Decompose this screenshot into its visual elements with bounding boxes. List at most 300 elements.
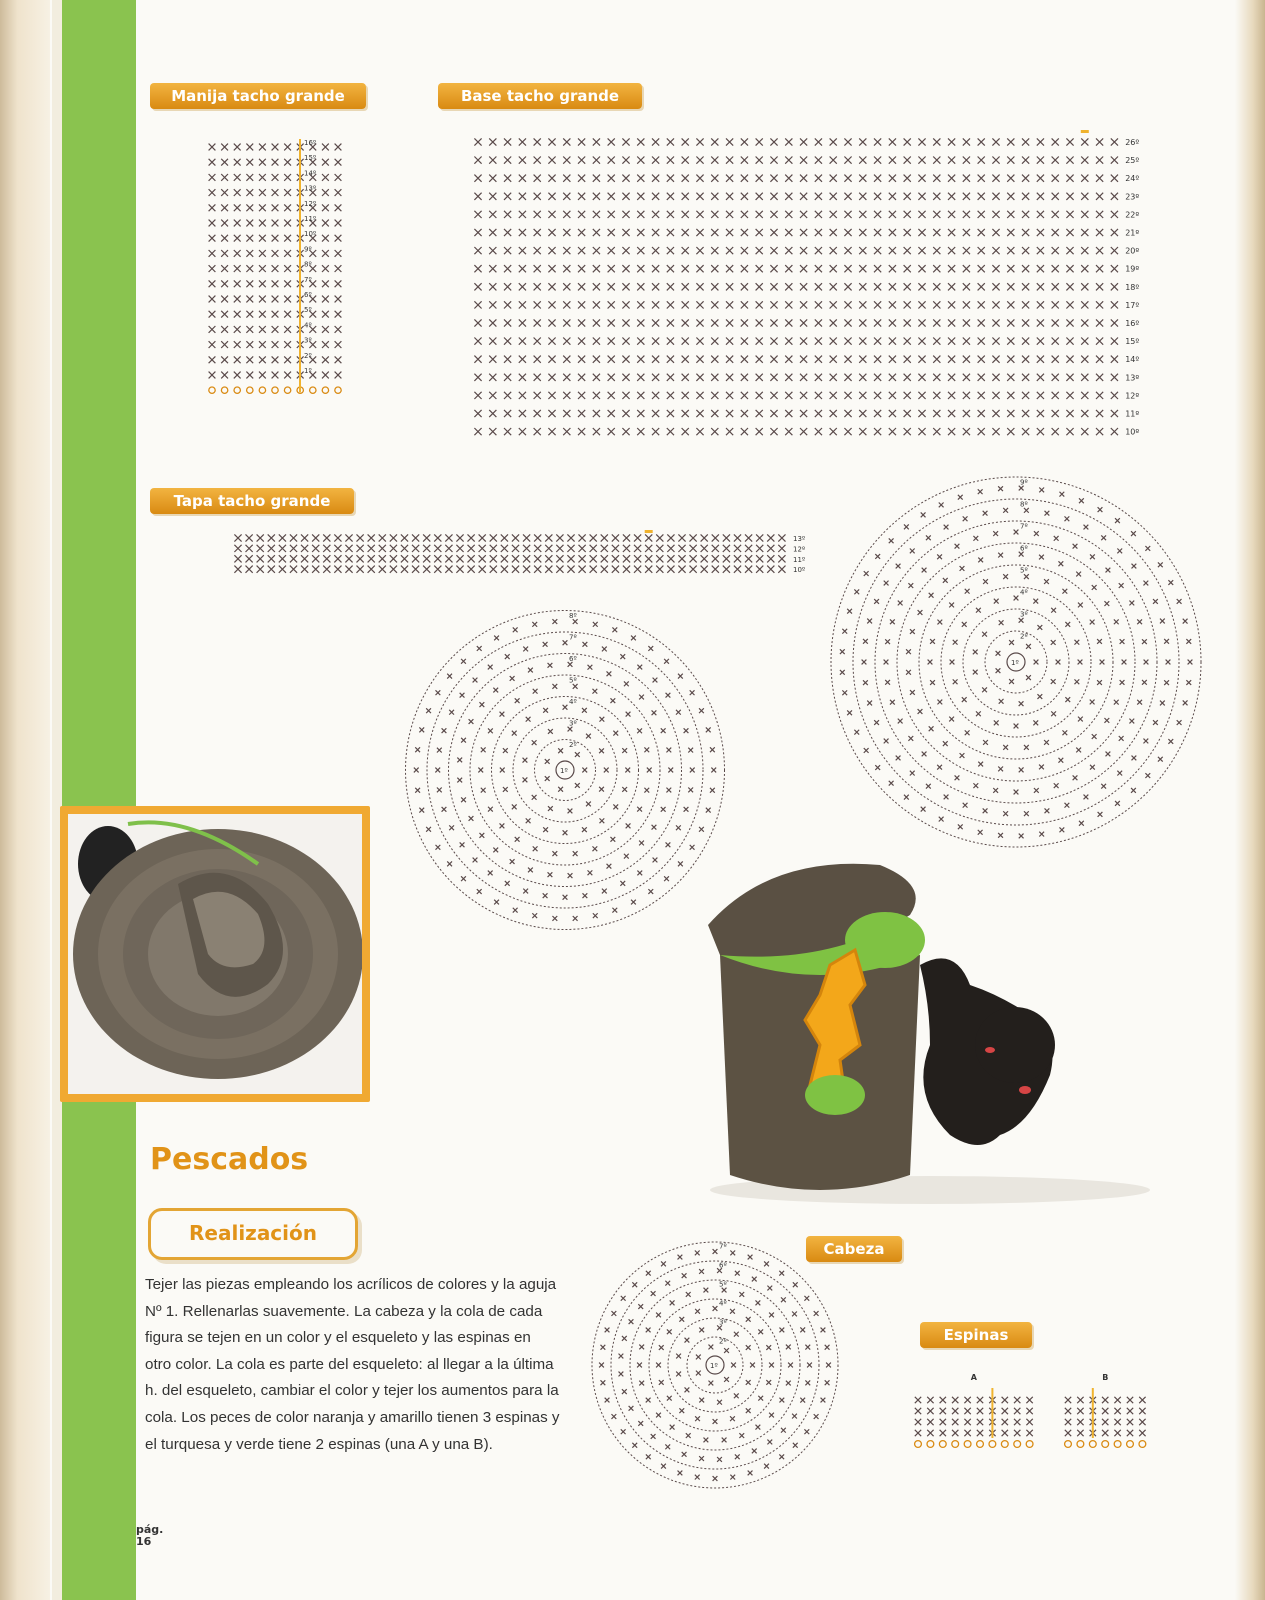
stitch-sc [534,555,541,562]
stitch-sc [419,727,424,732]
stitch-sc [523,647,528,652]
stitch-sc [948,138,955,145]
stitch-sc [622,374,629,381]
stitch-sc [608,265,615,272]
stitch-sc [620,881,625,886]
stitch-sc [745,534,752,541]
stitch-sc [489,247,496,254]
stitch-sc [666,788,671,793]
stitch-sc [593,229,600,236]
stitch-sc [1143,739,1148,744]
stitch-sc [1009,640,1014,645]
stitch-sc [756,392,763,399]
stitch-sc [978,392,985,399]
stitch-sc [1132,756,1137,761]
stitch-sc [726,338,733,345]
stitch-sc [770,138,777,145]
stitch-sc [785,374,792,381]
stitch-sc [1066,374,1073,381]
green-margin-band [62,0,136,1600]
stitch-sc [611,1311,616,1316]
stitch-sc [1066,301,1073,308]
stitch-sc [558,787,563,792]
stitch-sc [1078,603,1083,608]
stitch-sc [548,211,555,218]
stitch-sc [563,193,570,200]
stitch-sc [1052,157,1059,164]
stitch-sc [334,534,341,541]
stitch-sc [844,247,851,254]
stitch-sc [948,428,955,435]
stitch-sc [357,545,364,552]
stitch-sc [908,583,913,588]
stitch-sc [259,372,266,379]
stitch-sc [948,410,955,417]
stitch-sc [978,157,985,164]
stitch-sc [637,301,644,308]
stitch-sc [1066,265,1073,272]
stitch-sc [661,728,666,733]
stitch-sc [815,301,822,308]
stitch-sc [1037,356,1044,363]
stitch-sc [682,138,689,145]
stitch-sc [889,356,896,363]
row-label: 6º [304,291,312,299]
stitch-sc [528,668,533,673]
stitch-sc [921,512,926,517]
stitch-sc [1127,1430,1133,1436]
stitch-sc [543,893,548,898]
stitch-sc [656,545,663,552]
stitch-sc [993,531,998,536]
stitch-sc [246,356,253,363]
stitch-sc [563,392,570,399]
stitch-sc [652,157,659,164]
stitch-sc [401,545,408,552]
stitch-sc [682,1452,687,1457]
stitch-sc [1158,757,1163,762]
stitch-sc [741,229,748,236]
stitch-sc [272,280,279,287]
stitch-sc [599,717,604,722]
stitch-sc [1096,301,1103,308]
stitch-sc [962,622,967,627]
stitch-sc [926,535,931,540]
stitch-sc [965,589,970,594]
stitch-sc [679,1408,684,1413]
stitch-sc [1139,1430,1145,1436]
stitch-sc [726,374,733,381]
stitch-sc [534,265,541,272]
stitch-sc [682,428,689,435]
stitch-sc [667,229,674,236]
stitch-sc [933,301,940,308]
stitch-sc [1096,374,1103,381]
stitch-sc [717,1400,722,1405]
row-label: 10º [1125,427,1140,437]
row-label: 12º [1125,391,1140,401]
stitch-sc [461,876,466,881]
stitch-sc [741,410,748,417]
stitch-sc [1096,193,1103,200]
stitch-sc [259,204,266,211]
stitch-ch [1102,1441,1109,1448]
stitch-sc [992,175,999,182]
stitch-sc [940,1430,946,1436]
stitch-sc [1022,211,1029,218]
stitch-sc [638,1304,643,1309]
stitch-sc [779,1328,784,1333]
stitch-sc [390,555,397,562]
stitch-sc [488,665,493,670]
stitch-sc [504,319,511,326]
stitch-sc [874,157,881,164]
stitch-sc [676,710,681,715]
page-curl [1235,0,1265,1600]
stitch-sc [489,301,496,308]
stitch-sc [234,265,241,272]
stitch-sc [474,356,481,363]
stitch-sc [1014,1408,1020,1414]
stitch-sc [505,881,510,886]
stitch-sc [608,157,615,164]
stitch-sc [844,392,851,399]
stitch-sc [830,211,837,218]
stitch-sc [944,525,949,530]
stitch-sc [621,1296,626,1301]
stitch-sc [1037,694,1042,699]
stitch-sc [623,545,630,552]
stitch-sc [489,410,496,417]
stitch-sc [958,495,963,500]
stitch-sc [884,739,889,744]
stitch-sc [1081,229,1088,236]
stitch-sc [582,768,587,773]
stitch-sc [1066,229,1073,236]
stitch-sc [1077,1408,1083,1414]
stitch-sc [519,374,526,381]
row-label: 16º [304,139,317,147]
stitch-sc [608,356,615,363]
stitch-sc [785,265,792,272]
stitch-sc [1144,660,1149,665]
stitch-sc [209,280,216,287]
stitch-sc [1066,211,1073,218]
stitch-sc [847,710,852,715]
stitch-sc [1100,660,1105,665]
stitch-sc [711,356,718,363]
stitch-sc [676,1354,681,1359]
stitch-ch [335,387,341,393]
stitch-sc [659,1345,664,1350]
stitch-sc [711,428,718,435]
stitch-sc [885,639,890,644]
stitch-sc [665,1281,670,1286]
stitch-sc [800,229,807,236]
stitch-sc [977,1397,983,1403]
row-label: 11º [1125,409,1140,419]
stitch-sc [209,250,216,257]
stitch-sc [785,229,792,236]
row-label: 21º [1125,228,1140,238]
stitch-sc [963,356,970,363]
stitch-sc [859,193,866,200]
stitch-sc [927,1397,933,1403]
stitch-sc [661,1261,666,1266]
stitch-sc [686,1292,691,1297]
stitch-sc [563,356,570,363]
stitch-sc [929,593,934,598]
stitch-sc [741,392,748,399]
stitch-sc [552,684,557,689]
stitch-sc [1111,301,1118,308]
stitch-sc [978,489,983,494]
stitch-sc [608,193,615,200]
stitch-sc [805,1345,810,1350]
stitch-sc [682,175,689,182]
stitch-sc [656,566,663,573]
stitch-sc [667,283,674,290]
stitch-sc [996,651,1001,656]
stitch-sc [629,1406,634,1411]
stitch-sc [889,283,896,290]
stitch-sc [767,534,774,541]
stitch-sc [578,265,585,272]
stitch-sc [964,1397,970,1403]
stitch-sc [1092,585,1097,590]
stitch-sc [593,157,600,164]
stitch-sc [724,1377,729,1382]
stitch-sc [622,301,629,308]
stitch-sc [1166,660,1171,665]
stitch-sc [259,235,266,242]
stitch-sc [1164,639,1169,644]
stitch-sc [322,144,329,151]
stitch-sc [933,211,940,218]
stitch-sc [1188,660,1193,665]
stitch-sc [739,1292,744,1297]
stitch-sc [874,247,881,254]
stitch-sc [1115,518,1120,523]
round-label: 7º [1020,522,1028,531]
stitch-sc [1022,229,1029,236]
stitch-sc [558,748,563,753]
stitch-sc [578,229,585,236]
stitch-ch [1139,1441,1146,1448]
stitch-sc [272,204,279,211]
stitch-sc [696,265,703,272]
stitch-sc [575,783,580,788]
stitch-sc [474,175,481,182]
stitch-sc [221,144,228,151]
stitch-sc [259,341,266,348]
stitch-sc [415,747,420,752]
stitch-sc [750,1363,755,1368]
stitch-sc [933,193,940,200]
stitch-sc [578,374,585,381]
stitch-sc [1007,175,1014,182]
stitch-sc [479,566,486,573]
stitch-sc [284,220,291,227]
stitch-sc [1066,138,1073,145]
stitch-ch [1065,1441,1072,1448]
stitch-sc [593,283,600,290]
stitch-sc [637,157,644,164]
stitch-sc [1039,488,1044,493]
stitch-sc [766,1345,771,1350]
stitch-sc [608,283,615,290]
stitch-sc [963,247,970,254]
stitch-sc [563,265,570,272]
stitch-sc [563,338,570,345]
stitch-sc [844,229,851,236]
stitch-sc [505,654,510,659]
stitch-sc [563,283,570,290]
stitch-sc [1139,1419,1145,1425]
stitch-sc [221,265,228,272]
stitch-sc [563,157,570,164]
row-label: 9º [304,245,312,254]
stitch-sc [579,566,586,573]
stitch-sc [412,545,419,552]
stitch-sc [414,768,419,773]
stitch-sc [800,283,807,290]
stitch-sc [927,1419,933,1425]
stitch-sc [246,265,253,272]
stitch-sc [667,1396,672,1401]
stitch-sc [922,752,927,757]
stitch-sc [257,555,264,562]
stitch-sc [489,193,496,200]
stitch-sc [622,265,629,272]
stitch-sc [1059,827,1064,832]
stitch-sc [637,1363,642,1368]
stitch-sc [613,804,618,809]
stitch-sc [767,1286,772,1291]
stitch-sc [778,566,785,573]
stitch-sc [804,1429,809,1434]
stitch-sc [599,818,604,823]
stitch-sc [667,319,674,326]
stitch-sc [933,175,940,182]
stitch-sc [889,410,896,417]
stitch-sc [602,647,607,652]
stitch-sc [830,247,837,254]
stitch-sc [645,545,652,552]
stitch-sc [756,534,763,541]
stitch-sc [600,1380,605,1385]
stitch-sc [1037,625,1042,630]
stitch-sc [234,555,241,562]
stitch-sc [602,889,607,894]
stitch-sc [368,534,375,541]
stitch-sc [221,174,228,181]
stitch-sc [209,372,216,379]
stitch-sc [930,680,935,685]
stitch-sc [379,555,386,562]
stitch-sc [666,748,671,753]
stitch-sc [1114,619,1119,624]
stitch-sc [752,1277,757,1282]
stitch-sc [844,211,851,218]
stitch-sc [933,392,940,399]
stitch-sc [656,534,663,541]
stitch-sc [481,788,486,793]
stitch-sc [652,175,659,182]
stitch-sc [1078,660,1083,665]
stitch-sc [948,319,955,326]
stitch-sc [726,319,733,326]
stitch-sc [523,889,528,894]
stitch-sc [906,649,911,654]
stitch-sc [904,301,911,308]
stitch-sc [578,211,585,218]
stitch-sc [889,175,896,182]
stitch-sc [963,301,970,308]
stitch-sc [948,356,955,363]
stitch-sc [730,1475,735,1480]
stitch-sc [844,138,851,145]
stitch-sc [209,144,216,151]
stitch-ch [915,1441,922,1448]
stitch-sc [933,229,940,236]
stitch-sc [1066,193,1073,200]
stitch-sc [726,229,733,236]
stitch-sc [301,545,308,552]
stitch-sc [590,555,597,562]
stitch-sc [1003,508,1008,513]
stitch-sc [1007,157,1014,164]
stitch-sc [1026,1430,1032,1436]
row-label: 7º [304,275,312,284]
stitch-sc [933,374,940,381]
row-label: 13º [304,184,317,193]
stitch-sc [696,374,703,381]
stitch-sc [526,818,531,823]
stitch-sc [978,762,983,767]
stitch-sc [696,428,703,435]
round-label: 2º [569,741,577,750]
stitch-sc [684,728,689,733]
stitch-sc [490,545,497,552]
stitch-sc [578,338,585,345]
stitch-sc [699,1456,704,1461]
stitch-sc [474,157,481,164]
stitch-sc [426,827,431,832]
stitch-sc [246,372,253,379]
stitch-sc [781,1428,786,1433]
stitch-sc [830,175,837,182]
stitch-sc [889,211,896,218]
stitch-sc [800,247,807,254]
stitch-sc [710,747,715,752]
stitch-sc [1039,555,1044,560]
stitch-sc [221,235,228,242]
stitch-sc [335,296,342,303]
stitch-sc [532,913,537,918]
stitch-sc [1014,1397,1020,1403]
stitch-sc [1007,410,1014,417]
stitch-sc [504,247,511,254]
stitch-sc [312,566,319,573]
stitch-sc [646,1454,651,1459]
stitch-sc [965,730,970,735]
stitch-sc [481,747,486,752]
stitch-sc [918,138,925,145]
stitch-sc [830,410,837,417]
stitch-sc [800,338,807,345]
stitch-sc [726,175,733,182]
